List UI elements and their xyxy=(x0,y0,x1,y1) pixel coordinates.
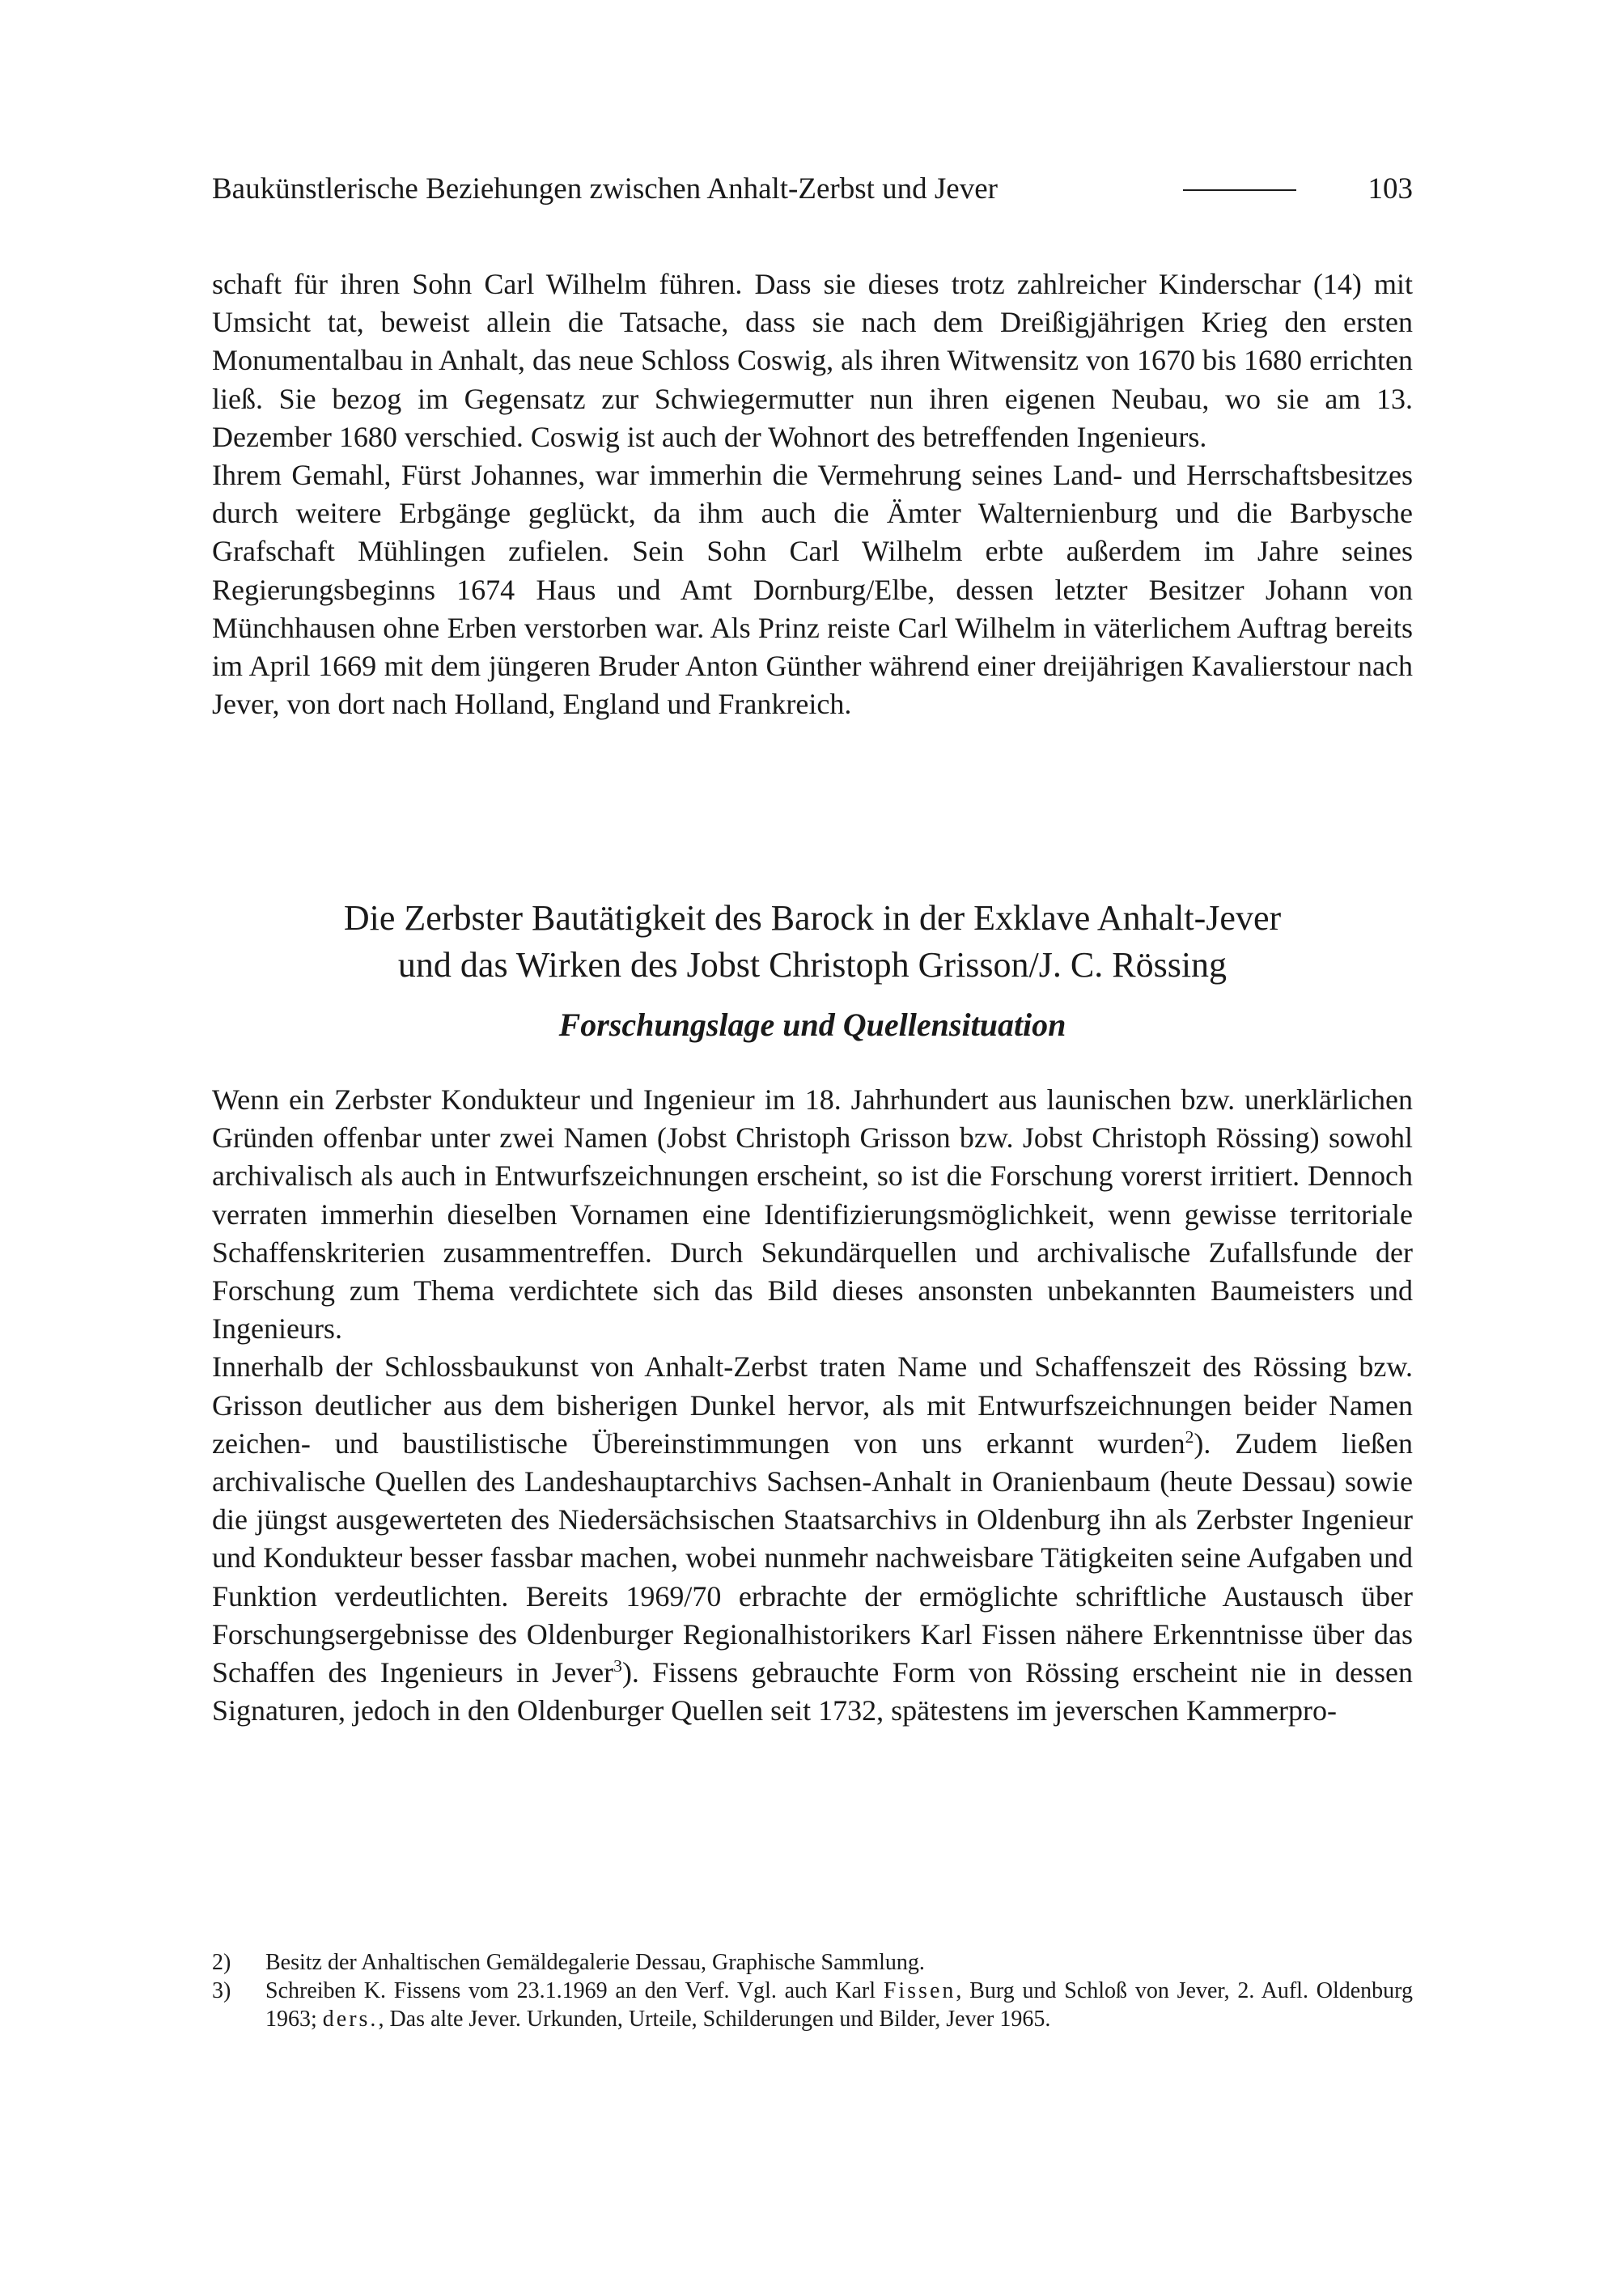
paragraph-2: Ihrem Gemahl, Fürst Johannes, war immerhin die Vermehrung seines Land- und Herrschaftsbesitzes durch weitere Erbgänge geglückt, da ihm auch die Ämter Walternienburg und die Barbysche Grafschaft Mühlingen zufielen. Sein Sohn Carl Wilhelm erbte außerdem im Jahre seines Regierungsbeginns 1674 Haus und Amt Dornburg/Elbe, dessen letzter Besitzer Johann von Münchhausen ohne Erben verstorben war. Als Prinz reiste Carl Wilhelm in väterlichem Auftrag bereits im April 1669 mit dem jüngeren Bruder Anton Günther während einer dreijährigen Kavalierstour nach Jever, von dort nach Holland, England und Frankreich. xyxy=(212,459,1413,721)
paragraph-3: Wenn ein Zerbster Kondukteur und Ingenieur im 18. Jahrhundert aus launischen bzw. unerklärlichen Gründen offenbar unter zwei Namen (Jobst Christoph Grisson bzw. Jobst Christoph Rössing) sowohl archivalisch als auch in Entwurfszeichnungen erscheint, so ist die Forschung vorerst irritiert. Dennoch verraten immerhin dieselben Vornamen eine Identifizierungsmöglichkeit, wenn gewisse territoriale Schaffenskriterien zusammentreffen. Durch Sekundärquellen und archivalische Zufallsfunde der Forschung zum Thema verdichtete sich das Bild dieses ansonsten unbekannten Baumeisters und Ingenieurs. xyxy=(212,1083,1413,1346)
footnote-ref-2[interactable]: 2 xyxy=(1185,1426,1194,1447)
footnote-3 xyxy=(212,1977,1413,2033)
section-heading xyxy=(212,895,1413,989)
running-head-rule xyxy=(1183,189,1296,191)
footnote-2 xyxy=(212,1948,1413,1977)
paragraph-4-part-a: Innerhalb der Schlossbaukunst von Anhalt-Zerbst traten Name und Schaffenszeit des Rössing bzw. Grisson deutlicher aus dem bisherigen Dunkel hervor, als mit Entwurfszeichnungen beider Namen zeichen- und baustilistische Übereinstimmungen von uns erkannt wurden xyxy=(212,1350,1413,1460)
paragraph-4-part-c: ). Fissens gebrauchte Form von Rössing erscheint nie in dessen Signaturen, jedoch in den Oldenburger Quellen seit 1732, spätestens im jeverschen Kammerpro- xyxy=(212,1656,1413,1727)
paragraph-4-part-b: ). Zudem ließen archivalische Quellen des Landeshauptarchivs Sachsen-Anhalt in Oranienbaum (heute Dessau) sowie die jüngst ausgewerteten des Niedersächsischen Staatsarchivs in Oldenburg ihn als Zerbster Ingenieur und Kondukteur besser fassbar machen, wobei nunmehr nachweisbare Tätigkeiten seine Aufgaben und Funktion verdeutlichten. Bereits 1969/70 erbrachte der ermöglichte schriftliche Austausch über Forschungsergebnisse des Oldenburger Regionalhistorikers Karl Fissen nähere Erkenntnisse über das Schaffen des Ingenieurs in Jever xyxy=(212,1426,1413,1689)
body-block-1 xyxy=(212,265,1413,723)
paragraph-4 xyxy=(212,1348,1413,1730)
page-number: 103 xyxy=(1367,172,1413,206)
footnote-number: 2) xyxy=(212,1950,231,1975)
footnote-text-part-a: Schreiben K. Fissens vom 23.1.1969 an den Verf. Vgl. auch Karl xyxy=(265,1978,884,2003)
footnote-author-ders: ders. xyxy=(322,2007,379,2032)
section-heading-line-1: Die Zerbster Bautätigkeit des Barock in der Exklave Anhalt-Jever xyxy=(343,898,1282,938)
footnote-author-fissen: Fissen xyxy=(883,1978,956,2003)
footnote-text-part-b: , Burg und Schloß von Jever, 2. Aufl. Oldenburg 1963; xyxy=(265,1978,1413,2032)
section-heading-line-2: und das Wirken des Jobst Christoph Grisson/J. C. Rössing xyxy=(397,945,1228,985)
running-head-title: Baukünstlerische Beziehungen zwischen Anhalt-Zerbst und Jever xyxy=(212,172,998,206)
section-subheading: Forschungslage und Quellensituation xyxy=(558,1007,1066,1043)
footnote-ref-3[interactable]: 3 xyxy=(613,1656,622,1676)
body-block-2 xyxy=(212,1081,1413,1730)
footnote-text: Besitz der Anhaltischen Gemäldegalerie Dessau, Graphische Sammlung. xyxy=(265,1950,925,1975)
paragraph-1: schaft für ihren Sohn Carl Wilhelm führen. Dass sie dieses trotz zahlreicher Kinderschar (14) mit Umsicht tat, beweist allein die Tatsache, dass sie nach dem Dreißigjährigen Krieg den ersten Monumentalbau in Anhalt, das neue Schloss Coswig, als ihren Witwensitz von 1670 bis 1680 errichten ließ. Sie bezog im Gegensatz zur Schwiegermutter nun ihren eigenen Neubau, wo sie am 13. Dezember 1680 verschied. Coswig ist auch der Wohnort des betreffenden Ingenieurs. xyxy=(212,268,1413,453)
footnote-number: 3) xyxy=(212,1978,231,2003)
running-head xyxy=(212,165,1413,214)
footnote-text-part-c: , Das alte Jever. Urkunden, Urteile, Schilderungen und Bilder, Jever 1965. xyxy=(378,2007,1051,2032)
footnotes xyxy=(212,1948,1413,2033)
